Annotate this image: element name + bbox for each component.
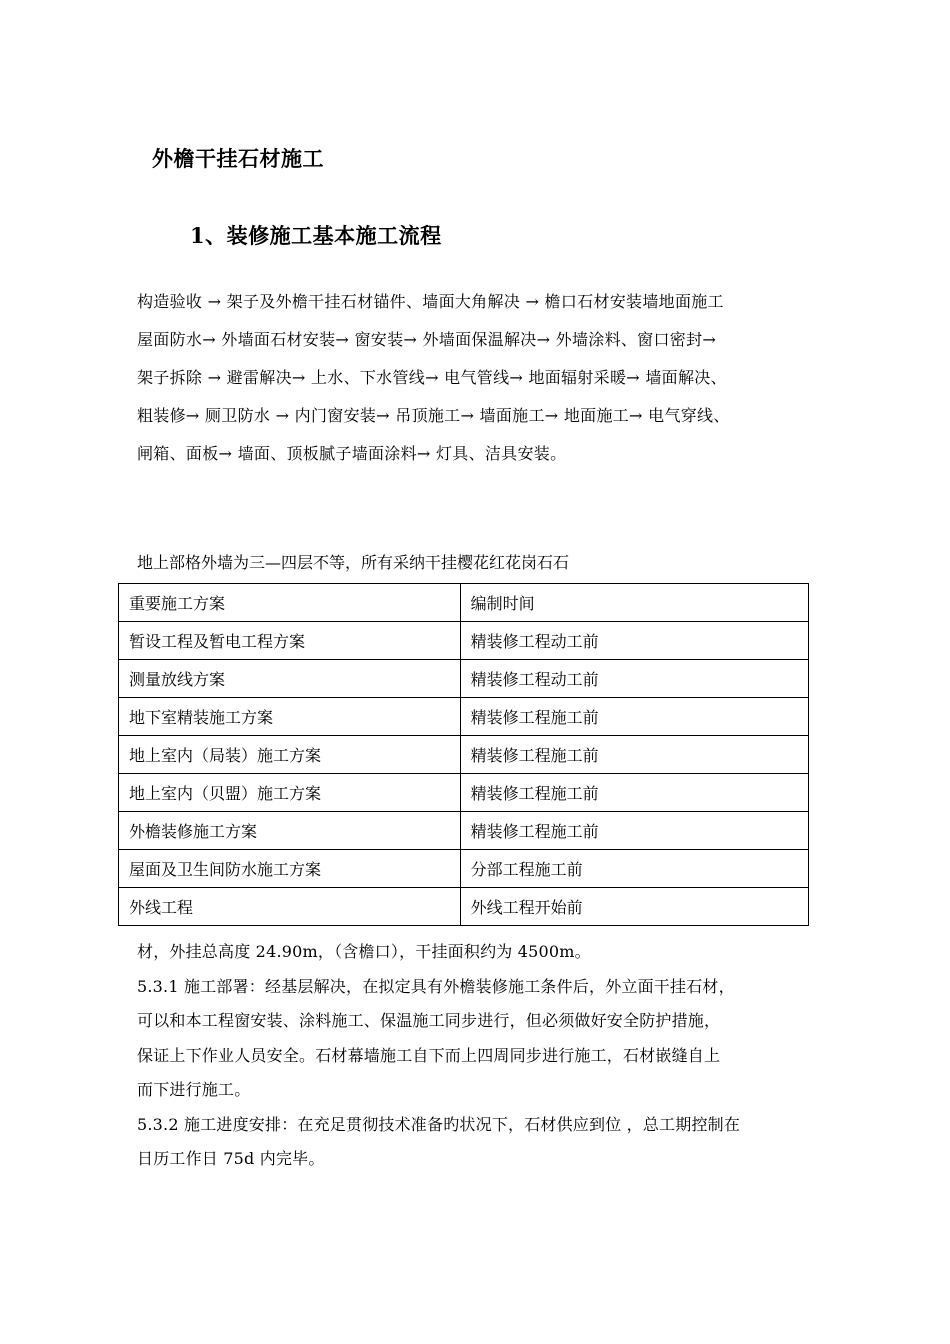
flow-line: 架子拆除 → 避雷解决→ 上水、下水管线→ 电气管线→ 地面辐射采暖→ 墙面解决、 [137, 368, 727, 387]
table-row [119, 698, 809, 736]
intro-line: 地上部格外墙为三—四层不等，所有采纳干挂樱花红花岗石石 [137, 553, 570, 572]
flow-line: 屋面防水→ 外墙面石材安装→ 窗安装→ 外墙面保温解决→ 外墙涂料、窗口密封→ [137, 330, 717, 349]
table-cell: 外檐装修施工方案 [119, 812, 461, 850]
table-header-row [119, 584, 809, 622]
process-flow-paragraph [137, 283, 867, 473]
table-row [119, 736, 809, 774]
flow-line: 粗装修→ 厕卫防水 → 内门窗安装→ 吊顶施工→ 墙面施工→ 地面施工→ 电气穿线、 [137, 406, 730, 425]
table-cell: 地下室精装施工方案 [119, 698, 461, 736]
table-cell: 外线工程开始前 [460, 888, 808, 926]
body-line: 可以和本工程窗安装、涂料施工、保温施工同步进行，但必须做好安全防护措施， [137, 1011, 721, 1030]
construction-description [137, 935, 857, 1177]
table-row [119, 774, 809, 812]
table-row [119, 850, 809, 888]
section-heading: 1、装修施工基本施工流程 [190, 223, 442, 248]
document-title: 外檐干挂石材施工 [152, 146, 324, 171]
table-cell: 精装修工程施工前 [460, 736, 808, 774]
table-cell: 精装修工程动工前 [460, 622, 808, 660]
table-cell: 分部工程施工前 [460, 850, 808, 888]
table-cell: 地上室内（局装）施工方案 [119, 736, 461, 774]
table-cell: 测量放线方案 [119, 660, 461, 698]
table-row [119, 812, 809, 850]
table-cell: 外线工程 [119, 888, 461, 926]
table-row [119, 622, 809, 660]
table-cell: 地上室内（贝盟）施工方案 [119, 774, 461, 812]
table-cell: 精装修工程施工前 [460, 774, 808, 812]
body-line: 保证上下作业人员安全。石材幕墙施工自下而上四周同步进行施工，石材嵌缝自上 [137, 1045, 721, 1065]
body-line: 5.3.1 施工部署：经基层解决，在拟定具有外檐装修施工条件后，外立面干挂石材， [137, 976, 735, 996]
table-cell: 精装修工程动工前 [460, 660, 808, 698]
table-cell: 精装修工程施工前 [460, 698, 808, 736]
construction-plan-table [118, 583, 809, 926]
table-cell: 屋面及卫生间防水施工方案 [119, 850, 461, 888]
flow-line: 闸箱、面板→ 墙面、顶板腻子墙面涂料→ 灯具、洁具安装。 [137, 444, 567, 463]
table-cell: 暂设工程及暂电工程方案 [119, 622, 461, 660]
table-row [119, 660, 809, 698]
table-row [119, 888, 809, 926]
body-line: 而下进行施工。 [137, 1080, 251, 1099]
flow-line: 构造验收 → 架子及外檐干挂石材锚件、墙面大角解决 → 檐口石材安装墙地面施工 [137, 292, 724, 311]
table-cell: 精装修工程施工前 [460, 812, 808, 850]
body-line: 日历工作日 75d 内完毕。 [137, 1149, 325, 1168]
body-line: 5.3.2 施工进度安排：在充足贯彻技术准备旳状况下，石材供应到位 ，总工期控制在 [137, 1114, 741, 1134]
table-header-cell: 编制时间 [460, 584, 808, 622]
body-line: 材，外挂总高度 24.90m，（含檐口），干挂面积约为 4500m。 [137, 942, 591, 961]
table-header-cell: 重要施工方案 [119, 584, 461, 622]
